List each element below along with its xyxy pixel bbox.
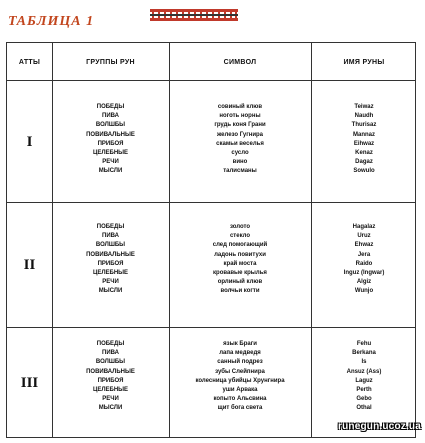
symbol-text: кровавые крылья bbox=[213, 270, 267, 277]
rune-name: Sowulo bbox=[353, 168, 375, 175]
rune-name: Raido bbox=[355, 260, 373, 267]
group-label: ЦЕЛЕБНЫЕ bbox=[92, 387, 129, 394]
symbols-list bbox=[169, 103, 311, 177]
group-label: МЫСЛИ bbox=[98, 288, 123, 295]
symbol-text: уши Арвака bbox=[222, 387, 258, 394]
group-label: ЦЕЛЕБНЫЕ bbox=[92, 150, 129, 157]
rune-name: Gebo bbox=[356, 396, 372, 403]
symbol-text: сусло bbox=[231, 150, 249, 157]
group-label: ПОВИВАЛЬНЫЕ bbox=[86, 131, 135, 138]
rune-name: Ehwaz bbox=[354, 242, 374, 249]
group-label: ПРИБОЯ bbox=[97, 377, 124, 384]
rune-name: Is bbox=[361, 359, 367, 366]
rune-name: Perth bbox=[356, 387, 372, 394]
group-label: ВОЛШБЫ bbox=[95, 122, 126, 129]
rune-name: Laguz bbox=[355, 377, 373, 384]
symbol-text: орлиный клюв bbox=[217, 279, 263, 286]
rune-names-list bbox=[311, 223, 417, 297]
rune-names-list bbox=[311, 103, 417, 177]
header-symbol: СИМВОЛ bbox=[223, 58, 257, 66]
symbol-text: лапа медведя bbox=[219, 350, 261, 357]
group-label: ПИВА bbox=[102, 350, 119, 357]
symbols-list bbox=[169, 223, 311, 297]
aett-numeral: I bbox=[26, 133, 33, 150]
symbol-text: талисманы bbox=[223, 168, 257, 175]
symbol-text: след помогающий bbox=[212, 242, 268, 249]
rune-groups-list bbox=[52, 340, 169, 414]
rune-name: Wunjo bbox=[354, 288, 374, 295]
group-label: РЕЧИ bbox=[102, 279, 119, 286]
group-label: МЫСЛИ bbox=[98, 168, 123, 175]
header-rune-name: ИМЯ РУНЫ bbox=[343, 58, 385, 66]
symbol-text: край моста bbox=[223, 260, 257, 267]
rune-groups-list bbox=[52, 103, 169, 177]
symbol-text: железо Гугнира bbox=[216, 131, 264, 138]
rune-name: Eihwaz bbox=[353, 140, 375, 147]
rune-name: Kenaz bbox=[355, 150, 373, 157]
aett-numeral: III bbox=[20, 375, 39, 391]
symbol-text: зубы Слейпнира bbox=[215, 368, 265, 375]
symbol-text: язык Браги bbox=[223, 341, 257, 347]
symbol-text: совиный клюв bbox=[217, 104, 263, 110]
rune-name: Hagalaz bbox=[352, 224, 376, 230]
group-label: РЕЧИ bbox=[102, 396, 119, 403]
symbols-list bbox=[169, 340, 311, 414]
group-label: ВОЛШБЫ bbox=[95, 359, 126, 366]
group-label: ПИВА bbox=[102, 233, 119, 240]
runes-table bbox=[6, 42, 416, 438]
watermark-url: runegun.ucoz.ua bbox=[338, 421, 421, 432]
group-label: ВОЛШБЫ bbox=[95, 242, 126, 249]
symbol-text: ноготь норны bbox=[219, 113, 261, 120]
rune-name: Uruz bbox=[357, 233, 371, 240]
symbol-text: ладонь повитухи bbox=[214, 251, 266, 258]
aett-numeral: II bbox=[23, 257, 36, 273]
rune-groups-list bbox=[52, 223, 169, 297]
rune-name: Thurisaz bbox=[351, 122, 377, 129]
group-label: ПРИБОЯ bbox=[97, 140, 124, 147]
rune-names-list bbox=[311, 340, 417, 414]
aett-row-1 bbox=[7, 81, 415, 203]
rune-name: Berkana bbox=[352, 350, 376, 357]
symbol-text: вино bbox=[232, 159, 248, 166]
table-title: ТАБЛИЦА 1 bbox=[8, 14, 95, 29]
rune-name: Mannaz bbox=[352, 131, 375, 138]
symbol-text: санный подрез bbox=[217, 359, 263, 366]
rune-name: Ansuz (Ass) bbox=[346, 368, 382, 375]
site-logo bbox=[146, 6, 242, 24]
symbol-text: колесница убийцы Хрунгнира bbox=[195, 377, 285, 384]
symbol-text: копыто Альсвина bbox=[213, 396, 267, 403]
group-label: МЫСЛИ bbox=[98, 405, 123, 412]
group-label: ПОБЕДЫ bbox=[96, 224, 125, 230]
group-label: ПОВИВАЛЬНЫЕ bbox=[86, 368, 135, 375]
symbol-text: грудь коня Грани bbox=[214, 122, 266, 129]
group-label: ПРИБОЯ bbox=[97, 260, 124, 267]
header-aett: АТТЫ bbox=[18, 58, 41, 66]
group-label: ПОВИВАЛЬНЫЕ bbox=[86, 251, 135, 258]
group-label: ПОБЕДЫ bbox=[96, 341, 125, 347]
group-label: ПОБЕДЫ bbox=[96, 104, 125, 110]
symbol-text: стекло bbox=[229, 233, 251, 240]
group-label: РЕЧИ bbox=[102, 159, 119, 166]
symbol-text: щит бога света bbox=[217, 405, 263, 412]
group-label: ПИВА bbox=[102, 113, 119, 120]
aett-row-2 bbox=[7, 203, 415, 328]
table-header bbox=[7, 43, 415, 81]
rune-name: Naudh bbox=[354, 113, 374, 120]
header-groups: ГРУППЫ РУН bbox=[86, 58, 135, 66]
rune-name: Teiwaz bbox=[354, 104, 374, 110]
symbol-text: волчьи когти bbox=[220, 288, 260, 295]
group-label: ЦЕЛЕБНЫЕ bbox=[92, 270, 129, 277]
symbol-text: золото bbox=[229, 224, 251, 230]
rune-name: Othal bbox=[356, 405, 372, 412]
rune-name: Algiz bbox=[356, 279, 372, 286]
rune-name: Jera bbox=[357, 251, 371, 258]
symbol-text: скамьи веселья bbox=[216, 140, 264, 147]
rune-name: Dagaz bbox=[355, 159, 373, 166]
rune-name: Fehu bbox=[356, 341, 372, 347]
rune-name: Inguz (Ingwar) bbox=[343, 270, 385, 277]
